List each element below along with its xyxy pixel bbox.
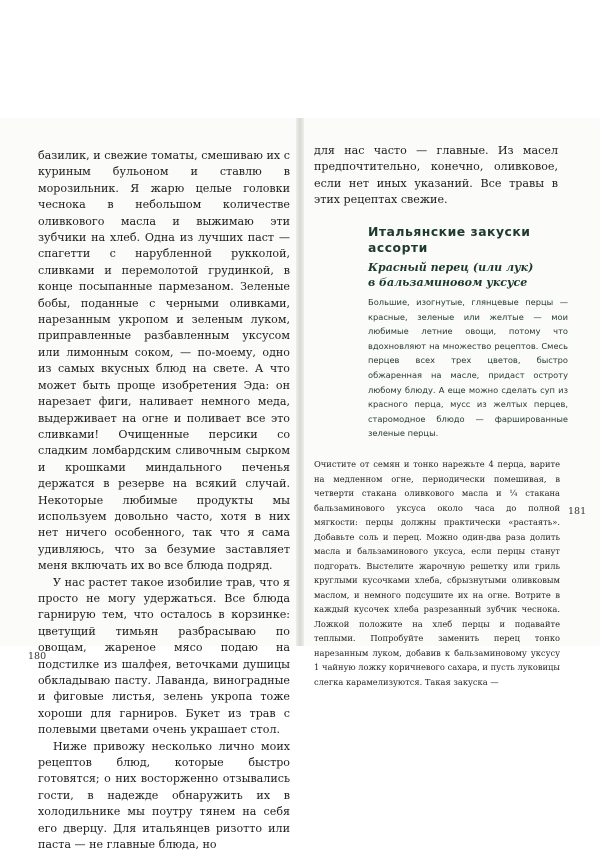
book-gutter (296, 118, 304, 646)
page-number-left: 180 (28, 651, 47, 662)
left-page (14, 143, 290, 852)
right-page (314, 143, 588, 687)
recipe-title-line: в бальзаминовом уксусе (368, 275, 528, 289)
recipe-title-line: Красный перец (или лук) (368, 261, 534, 274)
recipe-section-heading (368, 224, 568, 256)
heading-line: ассорти (368, 240, 428, 255)
paragraph: базилик, и свежие томаты, смешиваю их с куриным бульоном и ставлю в морозильник. Я жарю целые головки чеснока в небольшом количестве оливкового масла и выжимаю эти зубчики на хлеб. Одна из лучших паст — спагетти с нарубленной рукколой, сливками и перемолотой грудинкой, в конце посыпанные пармезаном. Зеленые бобы, поданные с черными оливками, нарезанным укропом и зеленым луком, приправленные разбавленным уксусом или лимонным соком, — по-моему, одно из самых вкусных блюд на свете. А что может быть проще изобретения Эда: он нарезает фиги, наливает немного меда, выдерживает на огне и поливает все это сливками! Очищенные персики со сладким ломбардским сливочным сырком и крошками миндального печенья держатся в резерве на всякий случай. Некоторые любимые продукты мы используем довольно часто, хотя в них нет ничего особенного, так что я сама удивляюсь, что за безумие заставляет меня включать их во все блюда подряд. (38, 149, 290, 573)
recipe-title (368, 261, 568, 290)
recipe-instructions: Очистите от семян и тонко нарежьте 4 перца, варите на медленном огне, периодически помешивая, в четверти стакана оливкового масла и ¼ стакана бальзаминового уксуса около часа до полной мягкости: перцы должны практически «растаять». Добавьте соль и перец. Можно один-два раза долить масла и бальзаминового уксуса, если перцы станут подгорать. Выстелите жарочную решетку или гриль круглыми кусочками хлеба, сбрызнутыми оливковым маслом, и немного подсушите их на огне. Вотрите в каждый кусочек хлеба разрезанный зубчик чеснока. Ложкой положите на хлеб перцы и подавайте теплыми. Попробуйте заменить перец тонко нарезанным луком, добавив к бальзаминовому уксусу 1 чайную ложку коричневого сахара, и пусть луковицы слегка карамелизуются. Такая закуска — (314, 459, 560, 687)
paragraph: Ниже привожу несколько лично моих рецептов блюд, которые быстро готовятся; о них восторженно отзывались гости, в надежде обнаружить их в холодильнике мы поутру тянем на себя его дверцу. Для итальянцев ризотто или паста — не главные блюда, но (38, 739, 290, 852)
paragraph: У нас растет такое изобилие трав, что я просто не могу удержаться. Все блюда гарнирую тем, что осталось в корзинке: цветущий тимьян разбрасываю по овощам, жареное мясо подаю на подстилке из шалфея, веточками душицы обкладываю пасту. Лаванда, виноградные и фиговые листья, зелень укропа тоже хороши для гарниров. Букет из трав с полевыми цветами очень украшает стол. (38, 575, 290, 737)
continuation-paragraph: для нас часто — главные. Из масел предпочтительно, конечно, оливковое, если нет иных указаний. Все травы в этих рецептах свежие. (314, 144, 558, 207)
recipe-intro: Большие, изогнутые, глянцевые перцы — красные, зеленые или желтые — мои любимые летние овощи, потому что вдохновляют на множество рецептов. Смесь перцев всех трех цветов, быстро обжаренная на масле, придаст остроту любому блюду. А еще можно сделать суп из красного перца, мусс из желтых перцев, старомодное блюдо — фаршированные зеленые перцы. (368, 297, 568, 439)
page-number-right: 181 (568, 506, 587, 517)
left-page-body (38, 148, 290, 853)
heading-line: Итальянские закуски (368, 224, 531, 239)
